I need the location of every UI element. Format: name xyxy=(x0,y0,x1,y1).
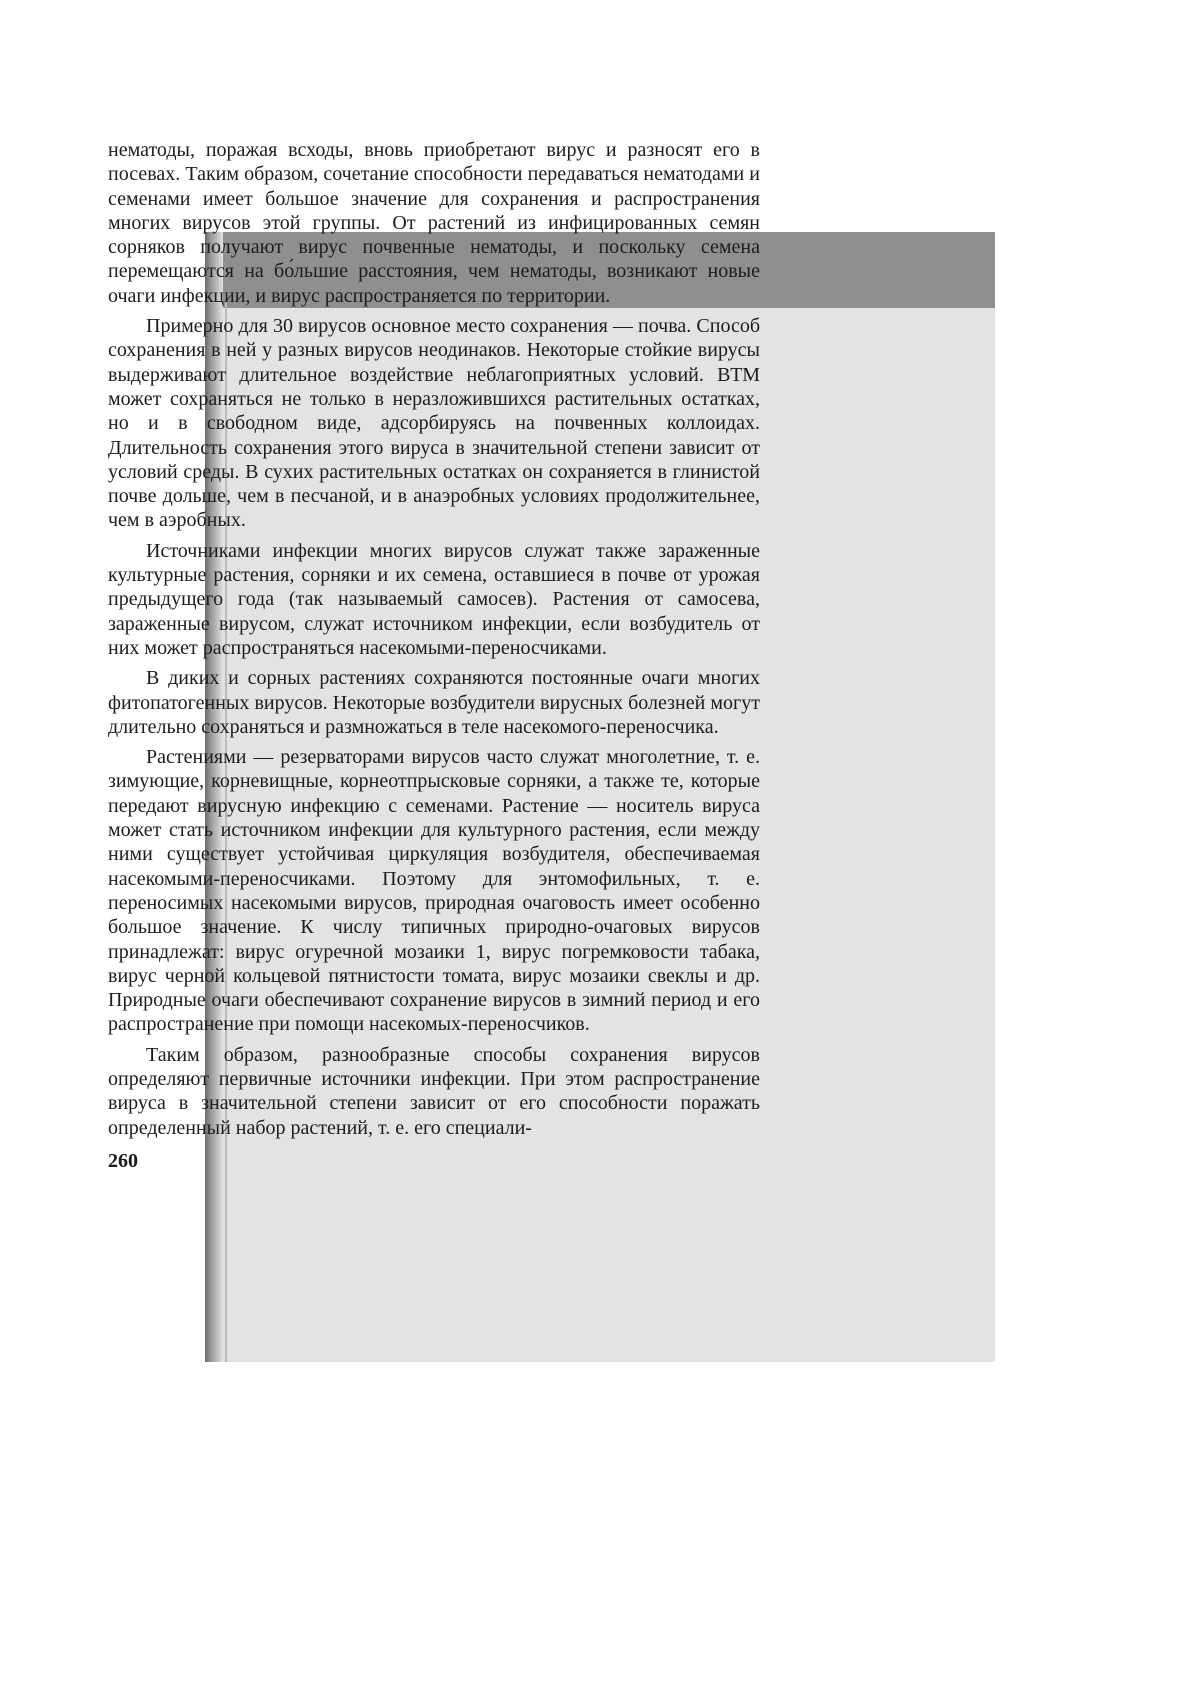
paragraph-4: В диких и сорных растениях сохраняются постоянные очаги многих фитопатогенных вирусов. Некоторые возбудители вирусных болезней могут длительно сохраняться и размножаться в теле насекомого-переносчика. xyxy=(108,667,760,738)
page-number: 260 xyxy=(108,1150,138,1172)
page-body xyxy=(108,138,760,1146)
paragraph-5: Растениями — резерваторами вирусов часто служат многолетние, т. е. зимующие, корневищные, корнеотпрысковые сорняки, а также те, которые передают вирусную инфекцию с семенами. Растение — носитель вируса может стать источником инфекции для культурного растения, если между ними существует устойчивая циркуляция возбудителя, обеспечиваемая насекомыми-переносчиками. Поэтому для энтомофильных, т. е. переносимых насекомыми вирусов, природная очаговость имеет особенно большое значение. К числу типичных природно-очаговых вирусов принадлежат: вирус огуречной мозаики 1, вирус погремковости табака, вирус черной кольцевой пятнистости томата, вирус мозаики свеклы и др. Природные очаги обеспечивают сохранение вирусов в зимний период и его распространение при помощи насекомых-переносчиков. xyxy=(108,746,760,1036)
paragraph-2: Примерно для 30 вирусов основное место сохранения — почва. Способ сохранения в ней у разных вирусов неодинаков. Некоторые стойкие вирусы выдерживают длительное воздействие неблагоприятных условий. ВТМ может сохраняться не только в неразложившихся растительных остатках, но и в свободном виде, адсорбируясь на почвенных коллоидах. Длительность сохранения этого вируса в значительной степени зависит от условий среды. В сухих растительных остатках он сохраняется в глинистой почве дольше, чем в песчаной, и в анаэробных условиях продолжительнее, чем в аэробных. xyxy=(108,315,760,532)
paragraph-3: Источниками инфекции многих вирусов служат также зараженные культурные растения, сорняки и их семена, оставшиеся в почве от урожая предыдущего года (так называемый самосев). Растения от самосева, зараженные вирусом, служат источником инфекции, если возбудитель от них может распространяться насекомыми-переносчиками. xyxy=(108,539,760,659)
paragraph-6: Таким образом, разнообразные способы сохранения вирусов определяют первичные источники инфекции. При этом распространение вируса в значительной степени зависит от его способности поражать определенный набор растений, т. е. его специали- xyxy=(108,1043,760,1139)
paragraph-1: нематоды, поражая всходы, вновь приобретают вирус и разносят его в посевах. Таким образом, сочетание способности передаваться нематодами и семенами имеет большое значение для сохранения и распространения многих вирусов этой группы. От растений из инфицированных семян сорняков получают вирус почвенные нематоды, и поскольку семена перемещаются на бо́льшие расстояния, чем нематоды, возникают новые очаги инфекции, и вирус распространяется по территории. xyxy=(108,139,760,307)
